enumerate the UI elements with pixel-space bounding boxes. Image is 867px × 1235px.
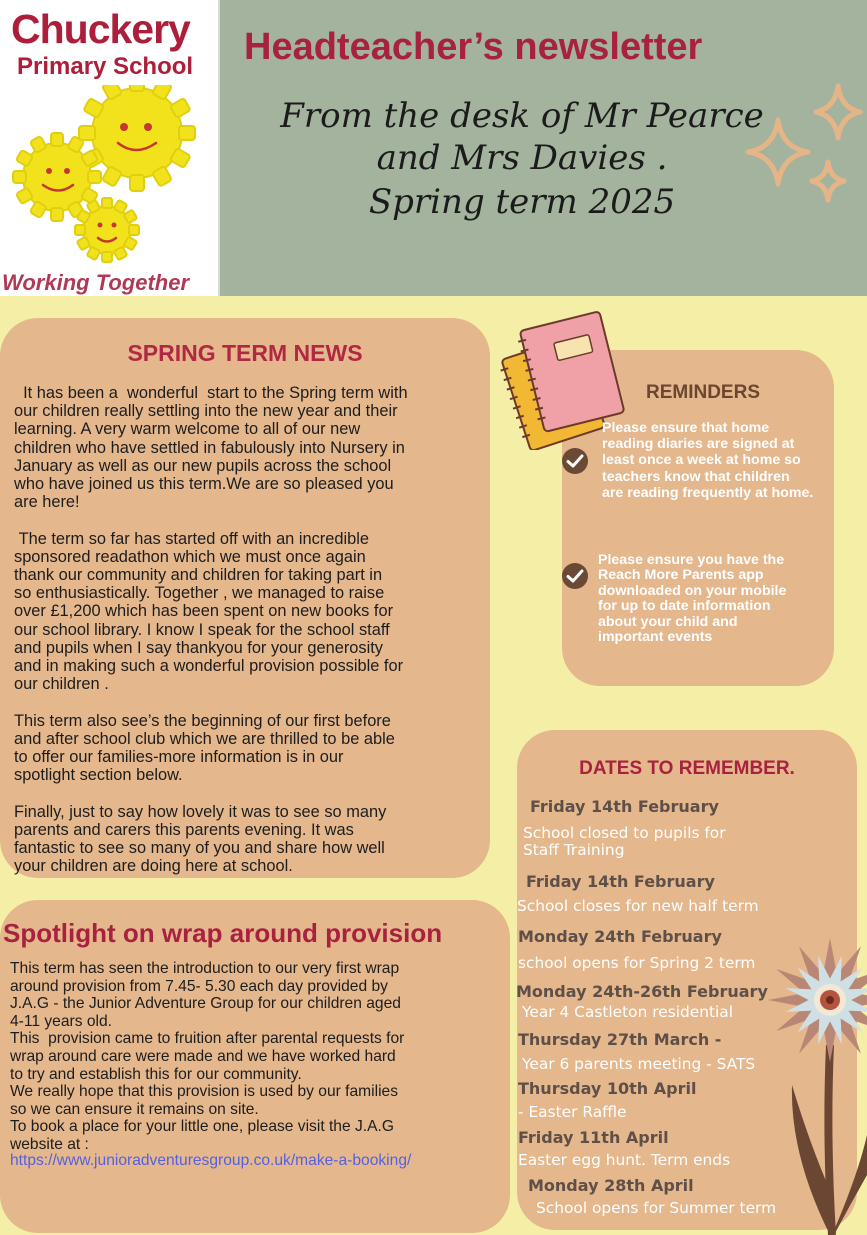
date-label: Thursday 27th March -	[518, 1030, 722, 1049]
date-label: Monday 28th April	[528, 1176, 694, 1195]
date-event: - Easter Raffle	[518, 1103, 627, 1121]
sun-gears-icon	[12, 85, 202, 270]
newsletter-title: Headteacher’s newsletter	[244, 26, 703, 68]
logo-school-name: Chuckery	[11, 6, 190, 52]
date-event: School opens for Summer term	[536, 1199, 777, 1217]
reminders-heading: REMINDERS	[645, 382, 760, 403]
header-line-2: and Mrs Davies .	[376, 138, 668, 178]
reminder-reading-diaries: Please ensure that home reading diaries are signed at least once a week at home so teachers know that children are reading frequently at home.	[602, 420, 814, 501]
reminder-parents-app: Please ensure you have the Reach More Parents app downloaded on your mobile for up to date information about your child and important events	[598, 552, 787, 646]
sparkle-icon	[740, 80, 865, 210]
header-line-3: Spring term 2025	[368, 182, 676, 222]
date-label: Thursday 10th April	[518, 1079, 697, 1098]
date-event: School closed to pupils for Staff Training	[523, 824, 726, 859]
date-event: Year 6 parents meeting - SATS	[522, 1055, 756, 1073]
date-label: Friday 14th February	[530, 797, 719, 816]
dates-heading: DATES TO REMEMBER.	[579, 758, 795, 779]
flower-icon	[760, 935, 867, 1235]
date-label: Monday 24th February	[518, 927, 722, 946]
header-line-1: From the desk of Mr Pearce	[280, 96, 764, 136]
logo-school-type: Primary School	[17, 53, 194, 80]
date-label: Monday 24th-26th February	[516, 982, 768, 1001]
date-event: Easter egg hunt. Term ends	[518, 1151, 731, 1169]
school-logo	[0, 0, 220, 296]
check-icon	[562, 563, 588, 589]
date-label: Friday 11th April	[518, 1128, 669, 1147]
check-icon	[562, 448, 588, 474]
spotlight-heading: Spotlight on wrap around provision	[3, 918, 443, 948]
spotlight-body: This term has seen the introduction to our very first wrap around provision from 7.45- 5.30 each day provided by J.A.G - the Junior Adventure Group for our children aged 4-11 years old. This provision came to fruition after parental requests for wrap around care were made and we have worked hard to try and establish this for our community. We really hope that this provision is used by our families so we can ensure it remains on site. To book a place for your little one, please visit the J.A.G website at :	[10, 960, 405, 1153]
date-event: School closes for new half term	[517, 897, 759, 915]
spring-news-body: It has been a wonderful start to the Spring term with our children really settling into the new year and their learning. A very warm welcome to all of our new children who have settled in fabulously into Nursery in January as well as our new pupils across the school who have joined us this term.We are so pleased you are here! The term so far has started off with an incredible sponsored readathon which we must once again thank our community and children for taking part in so enthusiastically. Together , we managed to raise over £1,200 which has been spent on new books for our school library. I know I speak for the school staff and pupils when I say thankyou for your generosity and in making such a wonderful provision possible for our children . This term also see’s the beginning of our first before and after school club which we are thrilled to be able to offer our families-more information is in our spotlight section below. Finally, just to say how lovely it was to see so many parents and carers this parents evening. It was fantastic to see so many of you and share how well your children are doing here at school.	[14, 384, 408, 876]
jag-booking-link[interactable]: https://www.junioradventuresgroup.co.uk/make-a-booking/	[10, 1152, 412, 1169]
date-event: school opens for Spring 2 term	[518, 954, 756, 972]
logo-motto: Working Together	[2, 270, 189, 295]
date-event: Year 4 Castleton residential	[522, 1003, 733, 1021]
date-label: Friday 14th February	[526, 872, 715, 891]
spring-news-heading: SPRING TERM NEWS	[127, 340, 363, 366]
